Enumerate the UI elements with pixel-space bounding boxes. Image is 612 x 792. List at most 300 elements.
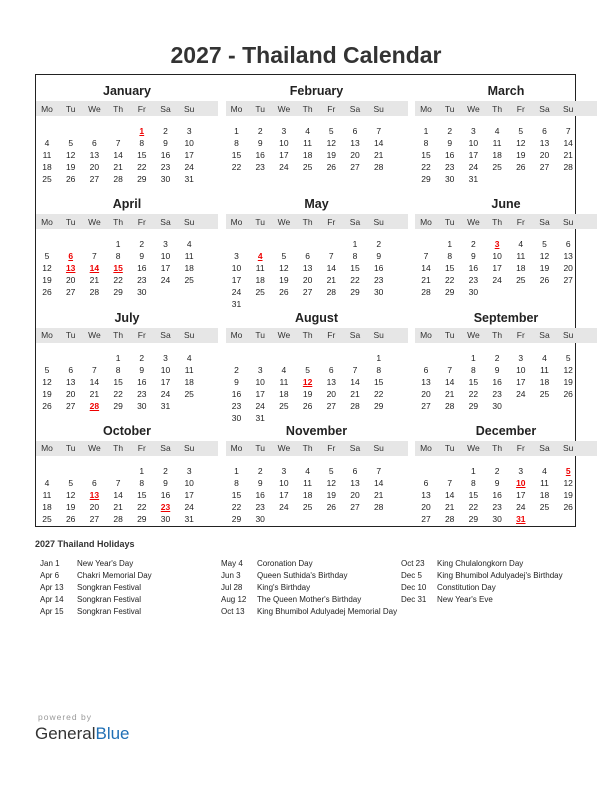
date-cell: 18 bbox=[302, 489, 313, 500]
date-cell: 3 bbox=[281, 465, 287, 476]
date-cell: 12 bbox=[326, 138, 337, 148]
date-cell: 26 bbox=[326, 501, 337, 512]
month-october bbox=[36, 423, 218, 533]
date-cell: 19 bbox=[326, 150, 337, 160]
weekday-label: We bbox=[88, 443, 101, 454]
holiday-name: Chakri Memorial Day bbox=[77, 571, 152, 580]
holiday-name: Queen Suthida's Birthday bbox=[257, 571, 348, 580]
holiday-date: Dec 10 bbox=[401, 583, 427, 592]
holiday-name: New Year's Eve bbox=[437, 595, 493, 604]
month-december bbox=[415, 423, 597, 533]
date-cell: 23 bbox=[231, 400, 242, 411]
date-cell: 8 bbox=[352, 251, 358, 262]
date-cell: 30 bbox=[492, 513, 502, 524]
weekday-label: Mo bbox=[230, 443, 243, 454]
date-cell: 5 bbox=[542, 239, 547, 250]
date-cell: 11 bbox=[184, 364, 194, 375]
date-cell: 2 bbox=[257, 465, 263, 476]
date-cell: 21 bbox=[350, 388, 360, 399]
date-cell: 21 bbox=[113, 162, 123, 172]
date-cell: 17 bbox=[160, 376, 171, 387]
date-cell: 9 bbox=[447, 138, 453, 148]
date-cell: 11 bbox=[540, 477, 549, 488]
weekday-label: Tu bbox=[444, 330, 455, 341]
date-cell: 14 bbox=[113, 150, 123, 160]
date-cell: 21 bbox=[326, 275, 337, 286]
date-cell: 2 bbox=[234, 364, 239, 375]
weekday-label: We bbox=[88, 103, 101, 114]
date-cell: 4 bbox=[494, 126, 500, 136]
date-cell: 10 bbox=[279, 138, 289, 148]
date-cell: 28 bbox=[444, 513, 455, 524]
date-cell: 9 bbox=[376, 251, 382, 262]
date-cell: 17 bbox=[492, 263, 502, 274]
holiday-name: King Bhumibol Adulyadej's Birthday bbox=[437, 571, 563, 580]
date-cell: 12 bbox=[65, 150, 76, 160]
date-cell: 1 bbox=[352, 239, 358, 250]
weekday-label: Su bbox=[183, 443, 195, 454]
date-cell: 10 bbox=[184, 477, 194, 488]
date-cell: 4 bbox=[542, 352, 547, 363]
date-cell: 5 bbox=[305, 364, 310, 375]
date-cell: 27 bbox=[89, 174, 100, 184]
weekday-label: Mo bbox=[230, 330, 243, 341]
date-cell: 25 bbox=[539, 501, 550, 512]
date-cell: 15 bbox=[350, 263, 360, 274]
date-cell: 10 bbox=[255, 376, 265, 387]
weekday-label: Su bbox=[183, 103, 195, 114]
date-cell: 8 bbox=[234, 477, 239, 488]
date-cell: 3 bbox=[234, 251, 239, 262]
date-cell: 22 bbox=[373, 388, 384, 399]
date-cell: 14 bbox=[563, 138, 573, 148]
date-cell: 29 bbox=[113, 287, 123, 298]
date-cell: 28 bbox=[373, 501, 384, 512]
weekday-label: Mo bbox=[41, 216, 53, 227]
weekday-label: Fr bbox=[327, 216, 336, 227]
date-cell: 14 bbox=[421, 263, 431, 274]
date-cell: 9 bbox=[494, 364, 500, 375]
date-cell: 11 bbox=[279, 376, 289, 387]
weekday-label: Fr bbox=[137, 216, 146, 227]
date-cell: 31 bbox=[255, 412, 265, 423]
weekday-label: Th bbox=[302, 443, 313, 454]
weekday-label: Sa bbox=[160, 443, 171, 454]
date-cell: 12 bbox=[42, 263, 52, 274]
weekday-label: Tu bbox=[444, 443, 455, 454]
weekday-label: Mo bbox=[420, 103, 432, 114]
date-cell: 7 bbox=[115, 138, 121, 148]
weekday-label: We bbox=[277, 216, 291, 227]
month-name: July bbox=[114, 310, 140, 325]
date-cell: 2 bbox=[376, 239, 382, 250]
date-cell: 9 bbox=[257, 477, 263, 488]
date-cell: 17 bbox=[279, 150, 289, 160]
date-cell: 9 bbox=[139, 364, 145, 375]
date-cell: 22 bbox=[468, 501, 479, 512]
date-cell: 19 bbox=[65, 501, 76, 512]
date-cell: 12 bbox=[563, 364, 573, 375]
date-cell: 13 bbox=[89, 150, 100, 160]
holiday-date: 14 bbox=[89, 263, 100, 274]
date-cell: 28 bbox=[373, 162, 384, 172]
date-cell: 11 bbox=[42, 489, 52, 500]
holiday-date: Oct 23 bbox=[401, 559, 425, 568]
weekday-label: Tu bbox=[444, 216, 455, 227]
date-cell: 15 bbox=[137, 489, 147, 500]
date-cell: 16 bbox=[468, 263, 479, 274]
date-cell: 25 bbox=[184, 275, 194, 286]
date-cell: 22 bbox=[137, 501, 147, 512]
date-cell: 9 bbox=[257, 138, 263, 148]
date-cell: 23 bbox=[137, 275, 147, 286]
date-cell: 31 bbox=[160, 400, 171, 411]
holiday-name: Songkran Festival bbox=[77, 607, 142, 616]
date-cell: 26 bbox=[563, 501, 573, 512]
holiday-name: Coronation Day bbox=[257, 559, 313, 568]
weekday-label: Fr bbox=[327, 330, 336, 341]
date-cell: 12 bbox=[279, 263, 289, 274]
date-cell: 18 bbox=[492, 150, 502, 160]
date-cell: 26 bbox=[65, 513, 76, 524]
date-cell: 1 bbox=[423, 126, 429, 136]
date-cell: 26 bbox=[326, 162, 337, 172]
weekday-label: Th bbox=[492, 330, 503, 341]
weekday-label: Sa bbox=[349, 443, 361, 454]
date-cell: 25 bbox=[184, 388, 194, 399]
weekday-label: Mo bbox=[230, 103, 243, 114]
holiday-date: Oct 13 bbox=[221, 607, 245, 616]
date-cell: 2 bbox=[163, 465, 168, 476]
date-cell: 19 bbox=[563, 376, 573, 387]
date-cell: 4 bbox=[305, 465, 310, 476]
date-cell: 7 bbox=[115, 477, 121, 488]
date-cell: 22 bbox=[421, 162, 431, 172]
holiday-name: King Chulalongkorn Day bbox=[437, 559, 524, 568]
weekday-label: Sa bbox=[160, 103, 171, 114]
weekday-label: Su bbox=[373, 443, 384, 454]
date-cell: 25 bbox=[42, 513, 52, 524]
date-cell: 10 bbox=[468, 138, 479, 148]
date-cell: 14 bbox=[373, 477, 384, 488]
date-cell: 16 bbox=[137, 376, 147, 387]
date-cell: 28 bbox=[444, 400, 455, 411]
date-cell: 6 bbox=[328, 364, 334, 375]
month-name: April bbox=[112, 197, 142, 212]
date-cell: 24 bbox=[231, 287, 242, 298]
holidays-title: 2027 Thailand Holidays bbox=[35, 539, 135, 549]
date-cell: 18 bbox=[516, 263, 526, 274]
date-cell: 15 bbox=[468, 376, 479, 387]
month-name: August bbox=[294, 310, 339, 325]
date-cell: 22 bbox=[350, 275, 360, 286]
weekday-label: Th bbox=[492, 443, 503, 454]
date-cell: 8 bbox=[447, 251, 453, 262]
date-cell: 4 bbox=[542, 465, 547, 476]
weekday-label: Th bbox=[113, 330, 124, 341]
date-cell: 11 bbox=[516, 251, 526, 262]
date-cell: 28 bbox=[113, 174, 123, 184]
weekday-label: Tu bbox=[65, 330, 76, 341]
date-cell: 23 bbox=[137, 388, 147, 399]
date-cell: 13 bbox=[65, 376, 76, 387]
date-cell: 7 bbox=[376, 126, 382, 136]
date-cell: 8 bbox=[139, 138, 145, 148]
date-cell: 5 bbox=[44, 364, 50, 375]
date-cell: 29 bbox=[137, 513, 147, 524]
weekday-label: We bbox=[467, 103, 480, 114]
date-cell: 27 bbox=[326, 400, 337, 411]
weekday-label: We bbox=[277, 443, 291, 454]
date-cell: 25 bbox=[539, 388, 550, 399]
weekday-label: Tu bbox=[65, 216, 76, 227]
date-cell: 16 bbox=[444, 150, 455, 160]
date-cell: 7 bbox=[92, 364, 97, 375]
date-cell: 10 bbox=[160, 251, 171, 262]
date-cell: 25 bbox=[302, 162, 313, 172]
date-cell: 20 bbox=[350, 150, 360, 160]
date-cell: 21 bbox=[89, 275, 100, 286]
date-cell: 1 bbox=[447, 239, 453, 250]
holiday-date: Apr 6 bbox=[40, 571, 60, 580]
date-cell: 23 bbox=[255, 162, 265, 172]
weekday-label: Su bbox=[562, 330, 574, 341]
date-cell: 20 bbox=[65, 275, 76, 286]
holiday-name: Constitution Day bbox=[437, 583, 496, 592]
date-cell: 15 bbox=[231, 150, 242, 160]
date-cell: 20 bbox=[65, 388, 76, 399]
date-cell: 27 bbox=[421, 513, 431, 524]
date-cell: 4 bbox=[305, 126, 310, 136]
holiday-date: 1 bbox=[139, 126, 145, 136]
date-cell: 29 bbox=[373, 400, 384, 411]
weekday-label: Sa bbox=[160, 216, 171, 227]
brand-general: General bbox=[35, 724, 96, 743]
date-cell: 2 bbox=[494, 352, 500, 363]
date-cell: 17 bbox=[231, 275, 242, 286]
weekday-label: Fr bbox=[516, 443, 525, 454]
date-cell: 3 bbox=[186, 465, 192, 476]
date-cell: 20 bbox=[89, 501, 100, 512]
date-cell: 6 bbox=[68, 364, 74, 375]
date-cell: 21 bbox=[444, 501, 455, 512]
date-cell: 19 bbox=[516, 150, 526, 160]
date-cell: 10 bbox=[516, 364, 526, 375]
date-cell: 11 bbox=[184, 251, 194, 262]
weekday-label: Su bbox=[373, 330, 384, 341]
month-january bbox=[36, 83, 218, 193]
date-cell: 18 bbox=[539, 489, 550, 500]
weekday-label: Sa bbox=[539, 103, 550, 114]
date-cell: 2 bbox=[447, 126, 453, 136]
weekday-label: Sa bbox=[160, 330, 171, 341]
weekday-label: Su bbox=[562, 103, 574, 114]
weekday-label: Sa bbox=[349, 216, 361, 227]
weekday-label: Su bbox=[373, 216, 384, 227]
date-cell: 28 bbox=[563, 162, 573, 172]
date-cell: 6 bbox=[542, 126, 547, 136]
date-cell: 18 bbox=[302, 150, 313, 160]
date-cell: 17 bbox=[184, 150, 194, 160]
date-cell: 27 bbox=[421, 400, 431, 411]
date-cell: 13 bbox=[421, 376, 431, 387]
date-cell: 2 bbox=[257, 126, 263, 136]
date-cell: 11 bbox=[303, 477, 312, 488]
date-cell: 3 bbox=[518, 465, 524, 476]
weekday-label: Sa bbox=[349, 103, 361, 114]
date-cell: 30 bbox=[468, 287, 479, 298]
date-cell: 29 bbox=[113, 400, 123, 411]
date-cell: 6 bbox=[92, 477, 97, 488]
date-cell: 31 bbox=[184, 513, 194, 524]
date-cell: 7 bbox=[423, 251, 429, 262]
date-cell: 12 bbox=[539, 251, 550, 262]
date-cell: 29 bbox=[468, 400, 479, 411]
weekday-label: Tu bbox=[65, 103, 76, 114]
weekday-label: We bbox=[277, 330, 291, 341]
date-cell: 1 bbox=[115, 352, 121, 363]
date-cell: 14 bbox=[89, 376, 100, 387]
date-cell: 29 bbox=[421, 174, 431, 184]
date-cell: 13 bbox=[421, 489, 431, 500]
date-cell: 20 bbox=[563, 263, 573, 274]
date-cell: 7 bbox=[447, 364, 453, 375]
date-cell: 23 bbox=[492, 501, 502, 512]
holiday-date: 5 bbox=[565, 465, 571, 476]
weekday-label: Tu bbox=[65, 443, 76, 454]
date-cell: 24 bbox=[255, 400, 265, 411]
date-cell: 27 bbox=[563, 275, 573, 286]
date-cell: 28 bbox=[113, 513, 123, 524]
date-cell: 12 bbox=[326, 477, 337, 488]
date-cell: 24 bbox=[160, 388, 171, 399]
date-cell: 18 bbox=[539, 376, 550, 387]
date-cell: 6 bbox=[565, 239, 571, 250]
weekday-label: Su bbox=[183, 216, 195, 227]
date-cell: 5 bbox=[44, 251, 50, 262]
date-cell: 5 bbox=[328, 465, 334, 476]
date-cell: 13 bbox=[350, 477, 360, 488]
holiday-date: 10 bbox=[516, 477, 526, 488]
date-cell: 27 bbox=[539, 162, 550, 172]
weekday-label: Fr bbox=[516, 330, 525, 341]
month-september bbox=[415, 310, 597, 420]
date-cell: 15 bbox=[444, 263, 455, 274]
weekday-label: Th bbox=[492, 216, 503, 227]
month-name: October bbox=[103, 423, 151, 438]
date-cell: 22 bbox=[113, 388, 123, 399]
holiday-date: Apr 13 bbox=[40, 583, 64, 592]
date-cell: 21 bbox=[373, 489, 384, 500]
date-cell: 30 bbox=[492, 400, 502, 411]
date-cell: 3 bbox=[257, 364, 263, 375]
date-cell: 30 bbox=[160, 174, 171, 184]
date-cell: 26 bbox=[42, 400, 52, 411]
weekday-label: Fr bbox=[137, 103, 146, 114]
date-cell: 9 bbox=[471, 251, 476, 262]
date-cell: 24 bbox=[279, 162, 289, 172]
date-cell: 16 bbox=[160, 489, 171, 500]
date-cell: 18 bbox=[184, 263, 194, 274]
weekday-label: Tu bbox=[255, 216, 265, 227]
date-cell: 11 bbox=[492, 138, 502, 148]
date-cell: 8 bbox=[139, 477, 145, 488]
powered-by-label: powered by bbox=[38, 712, 92, 722]
date-cell: 24 bbox=[492, 275, 502, 286]
date-cell: 1 bbox=[139, 465, 145, 476]
weekday-label: Th bbox=[302, 330, 313, 341]
date-cell: 12 bbox=[42, 376, 52, 387]
date-cell: 15 bbox=[113, 376, 123, 387]
date-cell: 21 bbox=[113, 501, 123, 512]
month-name: September bbox=[473, 310, 539, 325]
date-cell: 30 bbox=[137, 400, 147, 411]
date-cell: 21 bbox=[373, 150, 384, 160]
date-cell: 5 bbox=[68, 138, 74, 148]
date-cell: 18 bbox=[279, 388, 289, 399]
date-cell: 10 bbox=[279, 477, 289, 488]
date-cell: 27 bbox=[350, 501, 360, 512]
weekday-label: Su bbox=[562, 443, 574, 454]
date-cell: 17 bbox=[516, 376, 526, 387]
date-cell: 30 bbox=[231, 412, 242, 423]
date-cell: 18 bbox=[42, 501, 52, 512]
date-cell: 8 bbox=[234, 138, 239, 148]
month-name: February bbox=[289, 84, 344, 98]
date-cell: 14 bbox=[444, 376, 455, 387]
date-cell: 9 bbox=[494, 477, 500, 488]
date-cell: 31 bbox=[184, 174, 194, 184]
brand-logo bbox=[35, 724, 130, 744]
holiday-date: Dec 5 bbox=[401, 571, 422, 580]
date-cell: 5 bbox=[68, 477, 74, 488]
date-cell: 21 bbox=[444, 388, 455, 399]
holiday-date: Aug 12 bbox=[221, 595, 247, 604]
date-cell: 20 bbox=[421, 388, 431, 399]
month-march bbox=[415, 83, 597, 193]
date-cell: 19 bbox=[563, 489, 573, 500]
date-cell: 22 bbox=[231, 162, 242, 172]
holiday-name: King Bhumibol Adulyadej Memorial Day bbox=[257, 607, 398, 616]
date-cell: 7 bbox=[92, 251, 97, 262]
date-cell: 19 bbox=[302, 388, 313, 399]
date-cell: 14 bbox=[373, 138, 384, 148]
date-cell: 31 bbox=[468, 174, 479, 184]
holiday-date: 13 bbox=[89, 489, 100, 500]
date-cell: 21 bbox=[421, 275, 431, 286]
date-cell: 10 bbox=[231, 263, 242, 274]
date-cell: 19 bbox=[279, 275, 289, 286]
date-cell: 17 bbox=[255, 388, 265, 399]
holiday-name: The Queen Mother's Birthday bbox=[257, 595, 362, 604]
date-cell: 4 bbox=[44, 477, 50, 488]
date-cell: 2 bbox=[139, 352, 145, 363]
month-may bbox=[226, 196, 408, 310]
date-cell: 12 bbox=[516, 138, 526, 148]
date-cell: 31 bbox=[231, 299, 242, 310]
date-cell: 15 bbox=[373, 376, 384, 387]
holiday-date: Jun 3 bbox=[221, 571, 241, 580]
date-cell: 25 bbox=[42, 174, 52, 184]
date-cell: 11 bbox=[540, 364, 549, 375]
date-cell: 26 bbox=[279, 287, 289, 298]
date-cell: 11 bbox=[42, 150, 52, 160]
holiday-name: Songkran Festival bbox=[77, 595, 142, 604]
weekday-label: Fr bbox=[516, 103, 525, 114]
date-cell: 29 bbox=[444, 287, 455, 298]
date-cell: 28 bbox=[326, 287, 337, 298]
date-cell: 8 bbox=[115, 251, 121, 262]
